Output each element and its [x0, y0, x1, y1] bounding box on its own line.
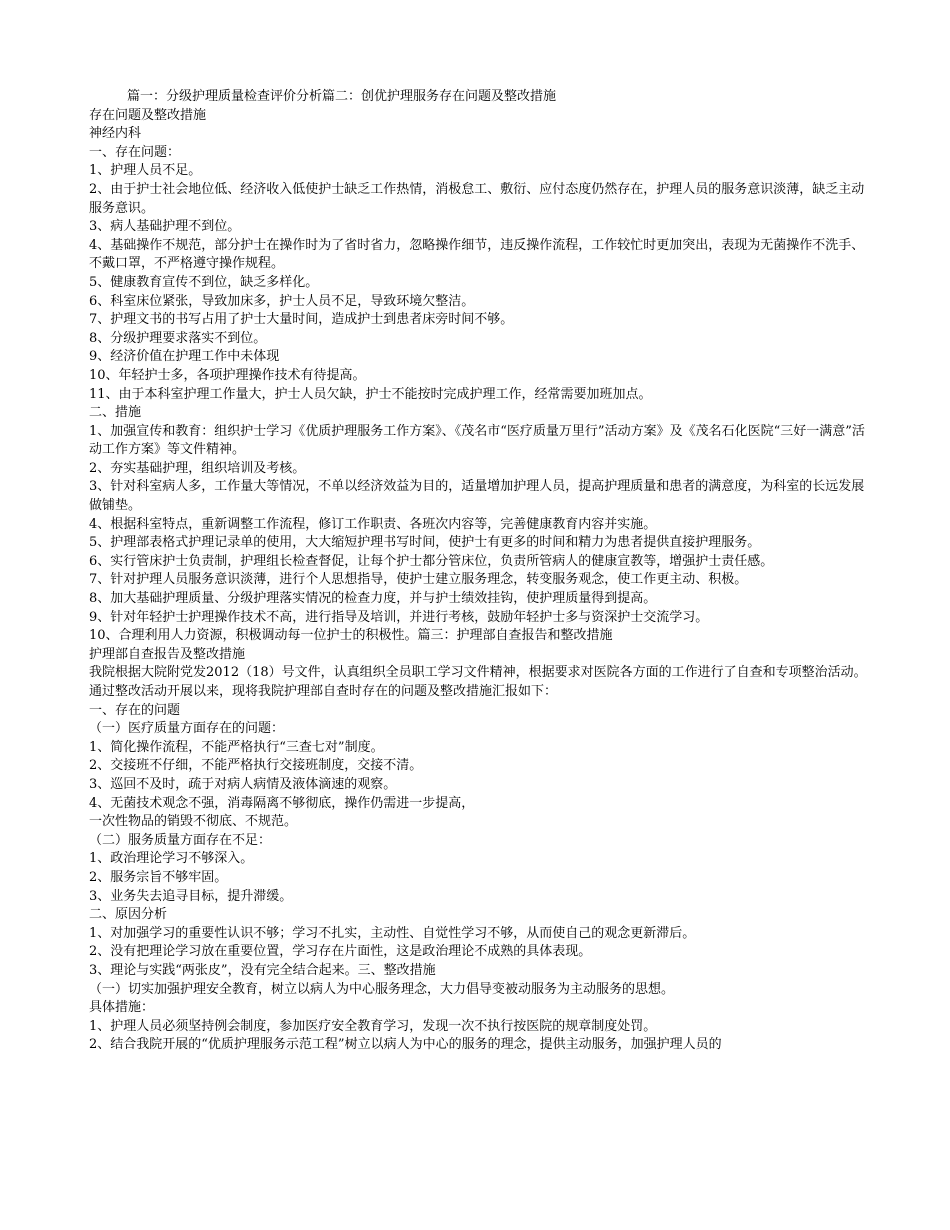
paragraph: 5、护理部表格式护理记录单的使用，大大缩短护理书写时间，使护士有更多的时间和精力为患者提供直接护理服务。 — [89, 535, 761, 551]
section-heading: 一、存在的问题 — [89, 702, 181, 718]
paragraph: 2、由于护士社会地位低、经济收入低使护士缺乏工作热情，消极怠工、敷衍、应付态度仍然存在，护理人员的服务意识淡薄，缺乏主动服务意识。 — [89, 181, 865, 216]
paragraph: 具体措施： — [89, 1000, 155, 1016]
paragraph: 2、服务宗旨不够牢固。 — [89, 869, 228, 885]
document-body — [89, 88, 871, 1055]
section-title: 护理部自查报告及整改措施 — [89, 646, 246, 662]
section-heading: 二、原因分析 — [89, 907, 168, 923]
document-heading: 篇一：分级护理质量检查评价分析篇二：创优护理服务存在问题及整改措施 — [127, 89, 557, 104]
paragraph: 1、简化操作流程，不能严格执行“三查七对”制度。 — [89, 739, 384, 755]
paragraph: 4、基础操作不规范，部分护士在操作时为了省时省力，忽略操作细节，违反操作流程，工作较忙时更加突出，表现为无菌操作不洗手、不戴口罩，不严格遵守操作规程。 — [89, 237, 865, 272]
subsection-heading: （二）服务质量方面存在不足： — [89, 832, 272, 848]
paragraph: 一次性物品的销毁不彻底、不规范。 — [89, 814, 298, 830]
paragraph: 10、年轻护士多，各项护理操作技术有待提高。 — [89, 367, 366, 383]
paragraph: 1、对加强学习的重要性认识不够；学习不扎实，主动性、自觉性学习不够，从而使自己的观念更新滞后。 — [89, 925, 696, 941]
paragraph: 4、根据科室特点，重新调整工作流程，修订工作职责、各班次内容等，完善健康教育内容并实施。 — [89, 516, 657, 532]
paragraph: 2、结合我院开展的“优质护理服务示范工程”树立以病人为中心的服务的理念，提供主动服务，加强护理人员的 — [89, 1037, 722, 1053]
paragraph: 5、健康教育宣传不到位，缺乏多样化。 — [89, 274, 319, 290]
subsection-heading: （一）医疗质量方面存在的问题： — [89, 721, 285, 737]
section-heading: 二、措施 — [89, 405, 142, 421]
paragraph: 3、业务失去追寻目标，提升滞缓。 — [89, 888, 293, 904]
paragraph: 11、由于本科室护理工作量大，护士人员欠缺，护士不能按时完成护理工作，经常需要加班加点。 — [89, 386, 652, 402]
subsection-heading: （一）切实加强护理安全教育，树立以病人为中心服务理念，大力倡导变被动服务为主动服务的思想。 — [89, 981, 675, 997]
paragraph: 8、分级护理要求落实不到位。 — [89, 330, 267, 346]
paragraph: 6、实行管床护士负责制，护理组长检查督促，让每个护士都分管床位，负责所管病人的健康宣教等，增强护士责任感。 — [89, 553, 774, 569]
paragraph: 2、交接班不仔细，不能严格执行交接班制度，交接不清。 — [89, 758, 423, 774]
paragraph: 9、经济价值在护理工作中未体现 — [89, 349, 280, 365]
paragraph: 2、夯实基础护理，组织培训及考核。 — [89, 460, 306, 476]
paragraph: 3、巡回不及时，疏于对病人病情及液体滴速的观察。 — [89, 776, 397, 792]
paragraph: 4、无菌技术观念不强，消毒隔离不够彻底，操作仍需进一步提高， — [89, 795, 475, 811]
section-title: 存在问题及整改措施 — [89, 107, 207, 123]
paragraph: 6、科室床位紧张，导致加床多，护士人员不足，导致环境欠整洁。 — [89, 293, 475, 309]
paragraph: 3、针对科室病人多，工作量大等情况，不单以经济效益为目的，适量增加护理人员，提高护理质量和患者的满意度，为科室的长远发展做铺垫。 — [89, 479, 865, 514]
paragraph: 1、政治理论学习不够深入。 — [89, 851, 254, 867]
paragraph: 9、针对年轻护士护理操作技术不高，进行指导及培训，并进行考核，鼓励年轻护士多与资深护士交流学习。 — [89, 609, 709, 625]
paragraph: 1、护理人员必须坚持例会制度，参加医疗安全教育学习，发现一次不执行按医院的规章制度处罚。 — [89, 1018, 657, 1034]
paragraph: 我院根据大院附党发2012（18）号文件，认真组织全员职工学习文件精神，根据要求对医院各方面的工作进行了自查和专项整治活动。通过整改活动开展以来，现将我院护理部自查时存在的问题及整改措施汇报如下： — [89, 665, 867, 699]
paragraph: 3、病人基础护理不到位。 — [89, 219, 241, 235]
paragraph: 8、加大基础护理质量、分级护理落实情况的检查力度，并与护士绩效挂钩，使护理质量得到提高。 — [89, 591, 657, 607]
section-heading: 一、存在问题： — [89, 144, 181, 160]
paragraph: 7、护理文书的书写占用了护士大量时间，造成护士到患者床旁时间不够。 — [89, 312, 514, 328]
paragraph: 2、没有把理论学习放在重要位置，学习存在片面性，这是政治理论不成熟的具体表现。 — [89, 944, 592, 960]
paragraph: 3、理论与实践“两张皮”，没有完全结合起来。三、整改措施 — [89, 962, 436, 978]
paragraph: 10、合理利用人力资源，积极调动每一位护士的积极性。篇三：护理部自查报告和整改措施 — [89, 628, 613, 644]
paragraph: 1、护理人员不足。 — [89, 163, 202, 179]
paragraph: 1、加强宣传和教育：组织护士学习《优质护理服务工作方案》、《茂名市“医疗质量万里行”活动方案》及《茂名石化医院“三好一满意”活动工作方案》等文件精神。 — [89, 423, 865, 458]
department-name: 神经内科 — [89, 126, 142, 142]
paragraph: 7、针对护理人员服务意识淡薄，进行个人思想指导，使护士建立服务理念，转变服务观念，使工作更主动、积极。 — [89, 572, 748, 588]
